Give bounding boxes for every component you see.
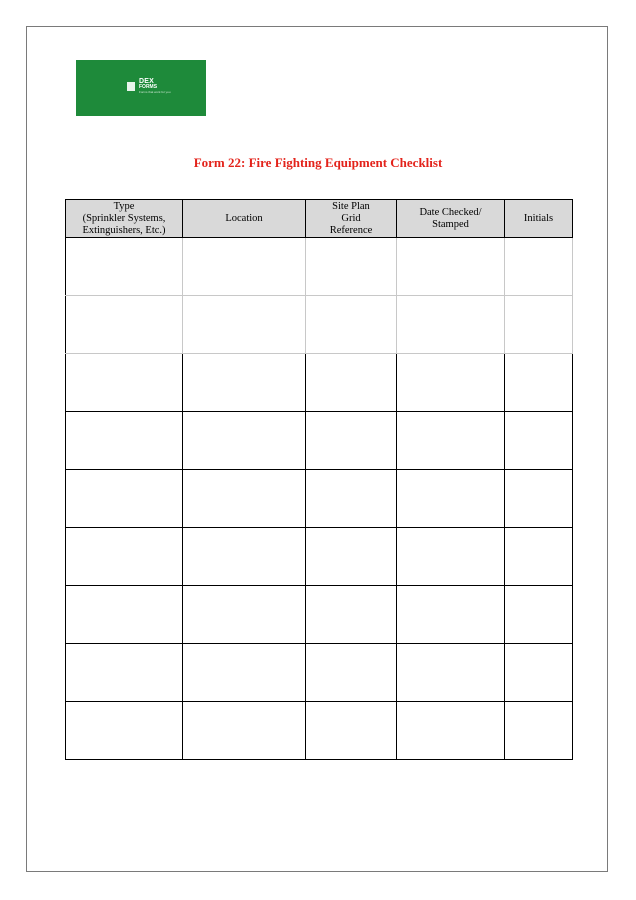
cell-date-checked-stamped[interactable]	[397, 296, 505, 354]
cell-site-plan-grid-reference[interactable]	[306, 354, 397, 412]
cell-initials[interactable]	[505, 238, 573, 296]
cell-location[interactable]	[183, 644, 306, 702]
cell-initials[interactable]	[505, 644, 573, 702]
cell-date-checked-stamped[interactable]	[397, 586, 505, 644]
cell-type[interactable]	[66, 354, 183, 412]
cell-location[interactable]	[183, 470, 306, 528]
header-date-checked-stamped	[397, 200, 505, 238]
header-initials	[505, 200, 573, 238]
cell-type[interactable]	[66, 412, 183, 470]
cell-site-plan-grid-reference[interactable]	[306, 586, 397, 644]
table-row	[66, 470, 573, 528]
cell-location[interactable]	[183, 296, 306, 354]
cell-date-checked-stamped[interactable]	[397, 644, 505, 702]
cell-date-checked-stamped[interactable]	[397, 412, 505, 470]
table-row	[66, 238, 573, 296]
table-row	[66, 412, 573, 470]
cell-initials[interactable]	[505, 354, 573, 412]
cell-location[interactable]	[183, 528, 306, 586]
logo-name: DEX	[139, 78, 154, 85]
cell-type[interactable]	[66, 528, 183, 586]
header-line: Type	[113, 200, 135, 212]
cell-site-plan-grid-reference[interactable]	[306, 412, 397, 470]
table-row	[66, 296, 573, 354]
logo-stack-icon	[126, 81, 136, 91]
header-line: (Sprinkler Systems,	[82, 212, 166, 224]
cell-initials[interactable]	[505, 296, 573, 354]
table-row	[66, 586, 573, 644]
table-row	[66, 354, 573, 412]
cell-date-checked-stamped[interactable]	[397, 528, 505, 586]
header-location	[183, 200, 306, 238]
header-line: Grid	[341, 212, 361, 224]
header-line: Reference	[329, 224, 373, 236]
cell-date-checked-stamped[interactable]	[397, 354, 505, 412]
cell-type[interactable]	[66, 644, 183, 702]
cell-type[interactable]	[66, 238, 183, 296]
cell-type[interactable]	[66, 702, 183, 760]
cell-type[interactable]	[66, 296, 183, 354]
cell-date-checked-stamped[interactable]	[397, 470, 505, 528]
cell-location[interactable]	[183, 354, 306, 412]
cell-location[interactable]	[183, 238, 306, 296]
header-line: Extinguishers, Etc.)	[82, 224, 166, 236]
header-line: Location	[225, 212, 263, 224]
header-site-plan-grid-reference	[306, 200, 397, 238]
header-type	[66, 200, 183, 238]
cell-date-checked-stamped[interactable]	[397, 702, 505, 760]
equipment-checklist-table	[65, 199, 573, 760]
cell-location[interactable]	[183, 702, 306, 760]
logo-tagline: Forms that work for you	[139, 90, 171, 94]
header-line: Date Checked/	[419, 206, 482, 218]
form-title: Form 22: Fire Fighting Equipment Checklist	[193, 155, 443, 170]
cell-initials[interactable]	[505, 702, 573, 760]
cell-date-checked-stamped[interactable]	[397, 238, 505, 296]
header-line: Stamped	[432, 218, 469, 230]
header-line: Site Plan	[332, 200, 370, 212]
cell-initials[interactable]	[505, 412, 573, 470]
header-line: Initials	[523, 212, 554, 224]
table-header-row	[66, 200, 573, 238]
cell-type[interactable]	[66, 586, 183, 644]
cell-site-plan-grid-reference[interactable]	[306, 644, 397, 702]
cell-site-plan-grid-reference[interactable]	[306, 296, 397, 354]
logo-name-2: FORMS	[139, 84, 158, 90]
company-logo	[76, 60, 206, 116]
cell-site-plan-grid-reference[interactable]	[306, 238, 397, 296]
cell-location[interactable]	[183, 412, 306, 470]
cell-initials[interactable]	[505, 528, 573, 586]
cell-location[interactable]	[183, 586, 306, 644]
table-row	[66, 644, 573, 702]
cell-initials[interactable]	[505, 470, 573, 528]
cell-site-plan-grid-reference[interactable]	[306, 470, 397, 528]
cell-site-plan-grid-reference[interactable]	[306, 528, 397, 586]
table-row	[66, 702, 573, 760]
cell-initials[interactable]	[505, 586, 573, 644]
cell-site-plan-grid-reference[interactable]	[306, 702, 397, 760]
table-row	[66, 528, 573, 586]
cell-type[interactable]	[66, 470, 183, 528]
